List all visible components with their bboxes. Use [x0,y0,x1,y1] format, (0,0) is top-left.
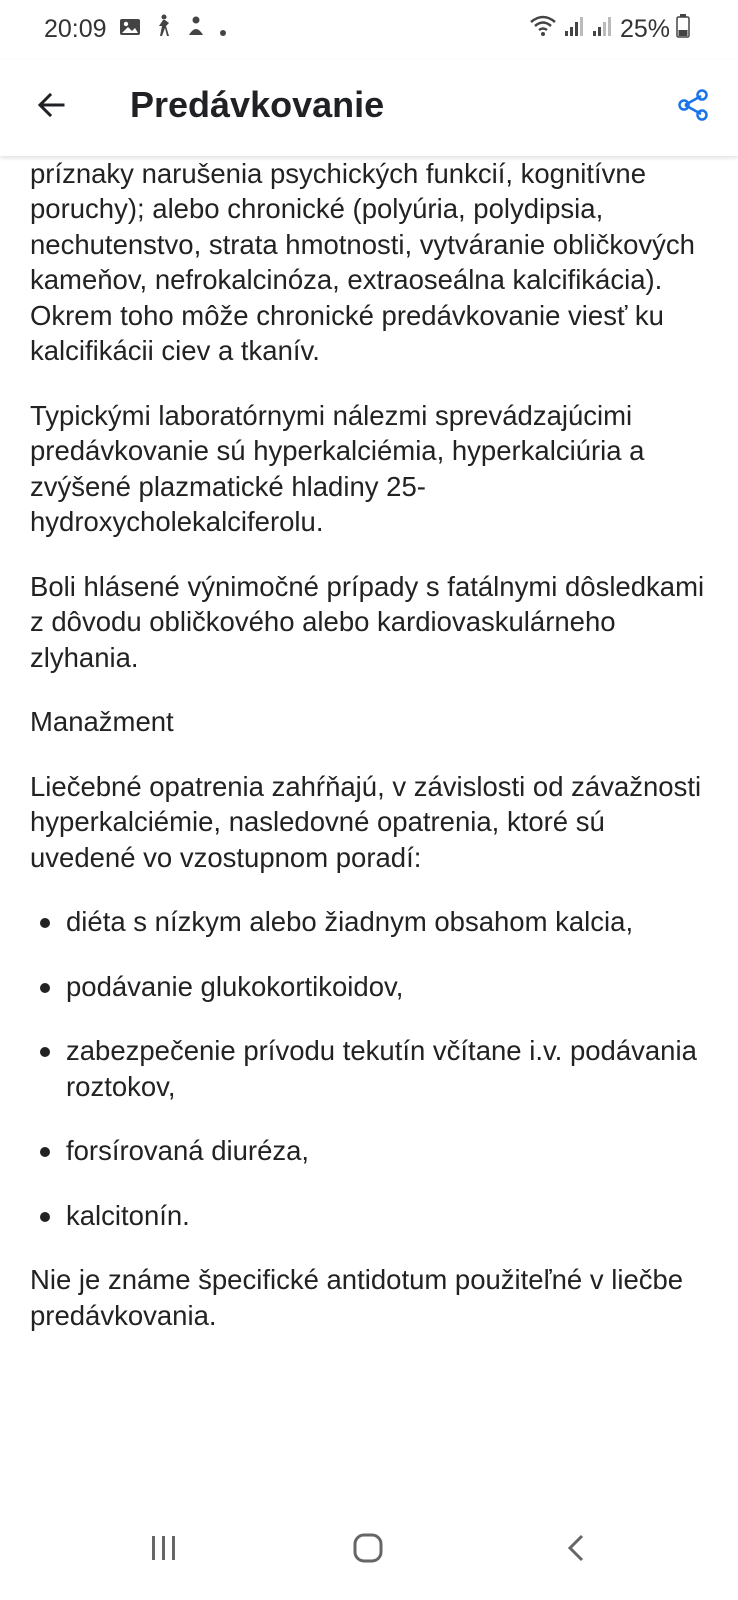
page-title: Predávkovanie [130,84,385,125]
status-right [530,14,698,45]
bullet-icon [40,983,50,993]
list-item-text: diéta s nízkym alebo žiadnym obsahom kalcia, [66,906,634,937]
signal-icon [592,15,612,44]
bullet-icon [40,1147,50,1157]
back-icon [564,1532,588,1569]
status-left [44,14,239,45]
treatment-list [30,904,714,1233]
paragraph-treatment: Liečebné opatrenia zahŕňajú, v závislosti od závažnosti hyperkalciémie, nasledovné opatrenia, ktoré sú uvedené vo vzostupnom poradí: [30,770,702,873]
section-heading-management: Manažment [30,706,174,737]
bullet-icon [40,1212,50,1222]
home-icon [352,1532,384,1569]
arrow-left-icon [35,89,67,126]
dot-icon [219,15,227,44]
recents-icon [149,1534,179,1567]
app-bar [0,60,738,156]
system-nav-bar [0,1500,738,1600]
status-bar [0,0,738,60]
list-item-text: kalcitonín. [66,1199,190,1231]
paragraph-antidote: Nie je známe špecifické antidotum použiteľné v liečbe predávkovania. [30,1264,684,1331]
signal-icon [564,15,584,44]
walking-icon [153,14,173,45]
status-time: 20:09 [44,15,107,43]
paragraph-fatal-cases: Boli hlásené výnimočné prípady s fatálnymi dôsledkami z dôvodu obličkového alebo kardiovaskulárneho zlyhania. [30,570,705,673]
paragraph-lab-findings: Typickými laboratórnymi nálezmi sprevádzajúcimi predávkovanie sú hyperkalciémia, hyperkalciúria a zvýšené plazmatické hladiny 25-hydroxycholekalciferolu. [30,399,645,537]
location-icon [185,15,207,44]
recents-button[interactable] [134,1528,194,1572]
bullet-icon [40,1047,50,1057]
list-item-text: podávanie glukokortikoidov, [66,970,404,1002]
share-button[interactable] [668,82,718,132]
battery-percent: 25% [619,15,670,43]
list-item [30,1198,714,1234]
list-item-text: forsírovaná diuréza, [66,1135,310,1166]
back-button[interactable] [26,82,76,132]
list-item [30,1033,714,1104]
bullet-icon [40,918,50,928]
list-item [30,969,714,1005]
image-icon [119,15,141,44]
list-item-text: zabezpečenie prívodu tekutín včítane i.v. podávania roztokov, [66,1035,697,1102]
paragraph-symptoms: príznaky narušenia psychických funkcií, kognitívne poruchy); alebo chronické (polyúria, polydipsia, nechutenstvo, strata hmotnosti, vytváranie obličkových kameňov, nefrokalcinóza, extraoseálna kalcifikácia). Okrem toho môže chronické predávkovanie viesť ku kalcifikácii ciev a tkanív. [30,157,695,366]
wifi-icon [530,15,556,44]
home-button[interactable] [338,1528,398,1572]
back-nav-button[interactable] [546,1528,606,1572]
list-item [30,1133,714,1169]
battery-icon [676,14,690,45]
article-content[interactable] [30,120,714,1480]
share-icon [675,87,711,128]
list-item [30,904,714,940]
